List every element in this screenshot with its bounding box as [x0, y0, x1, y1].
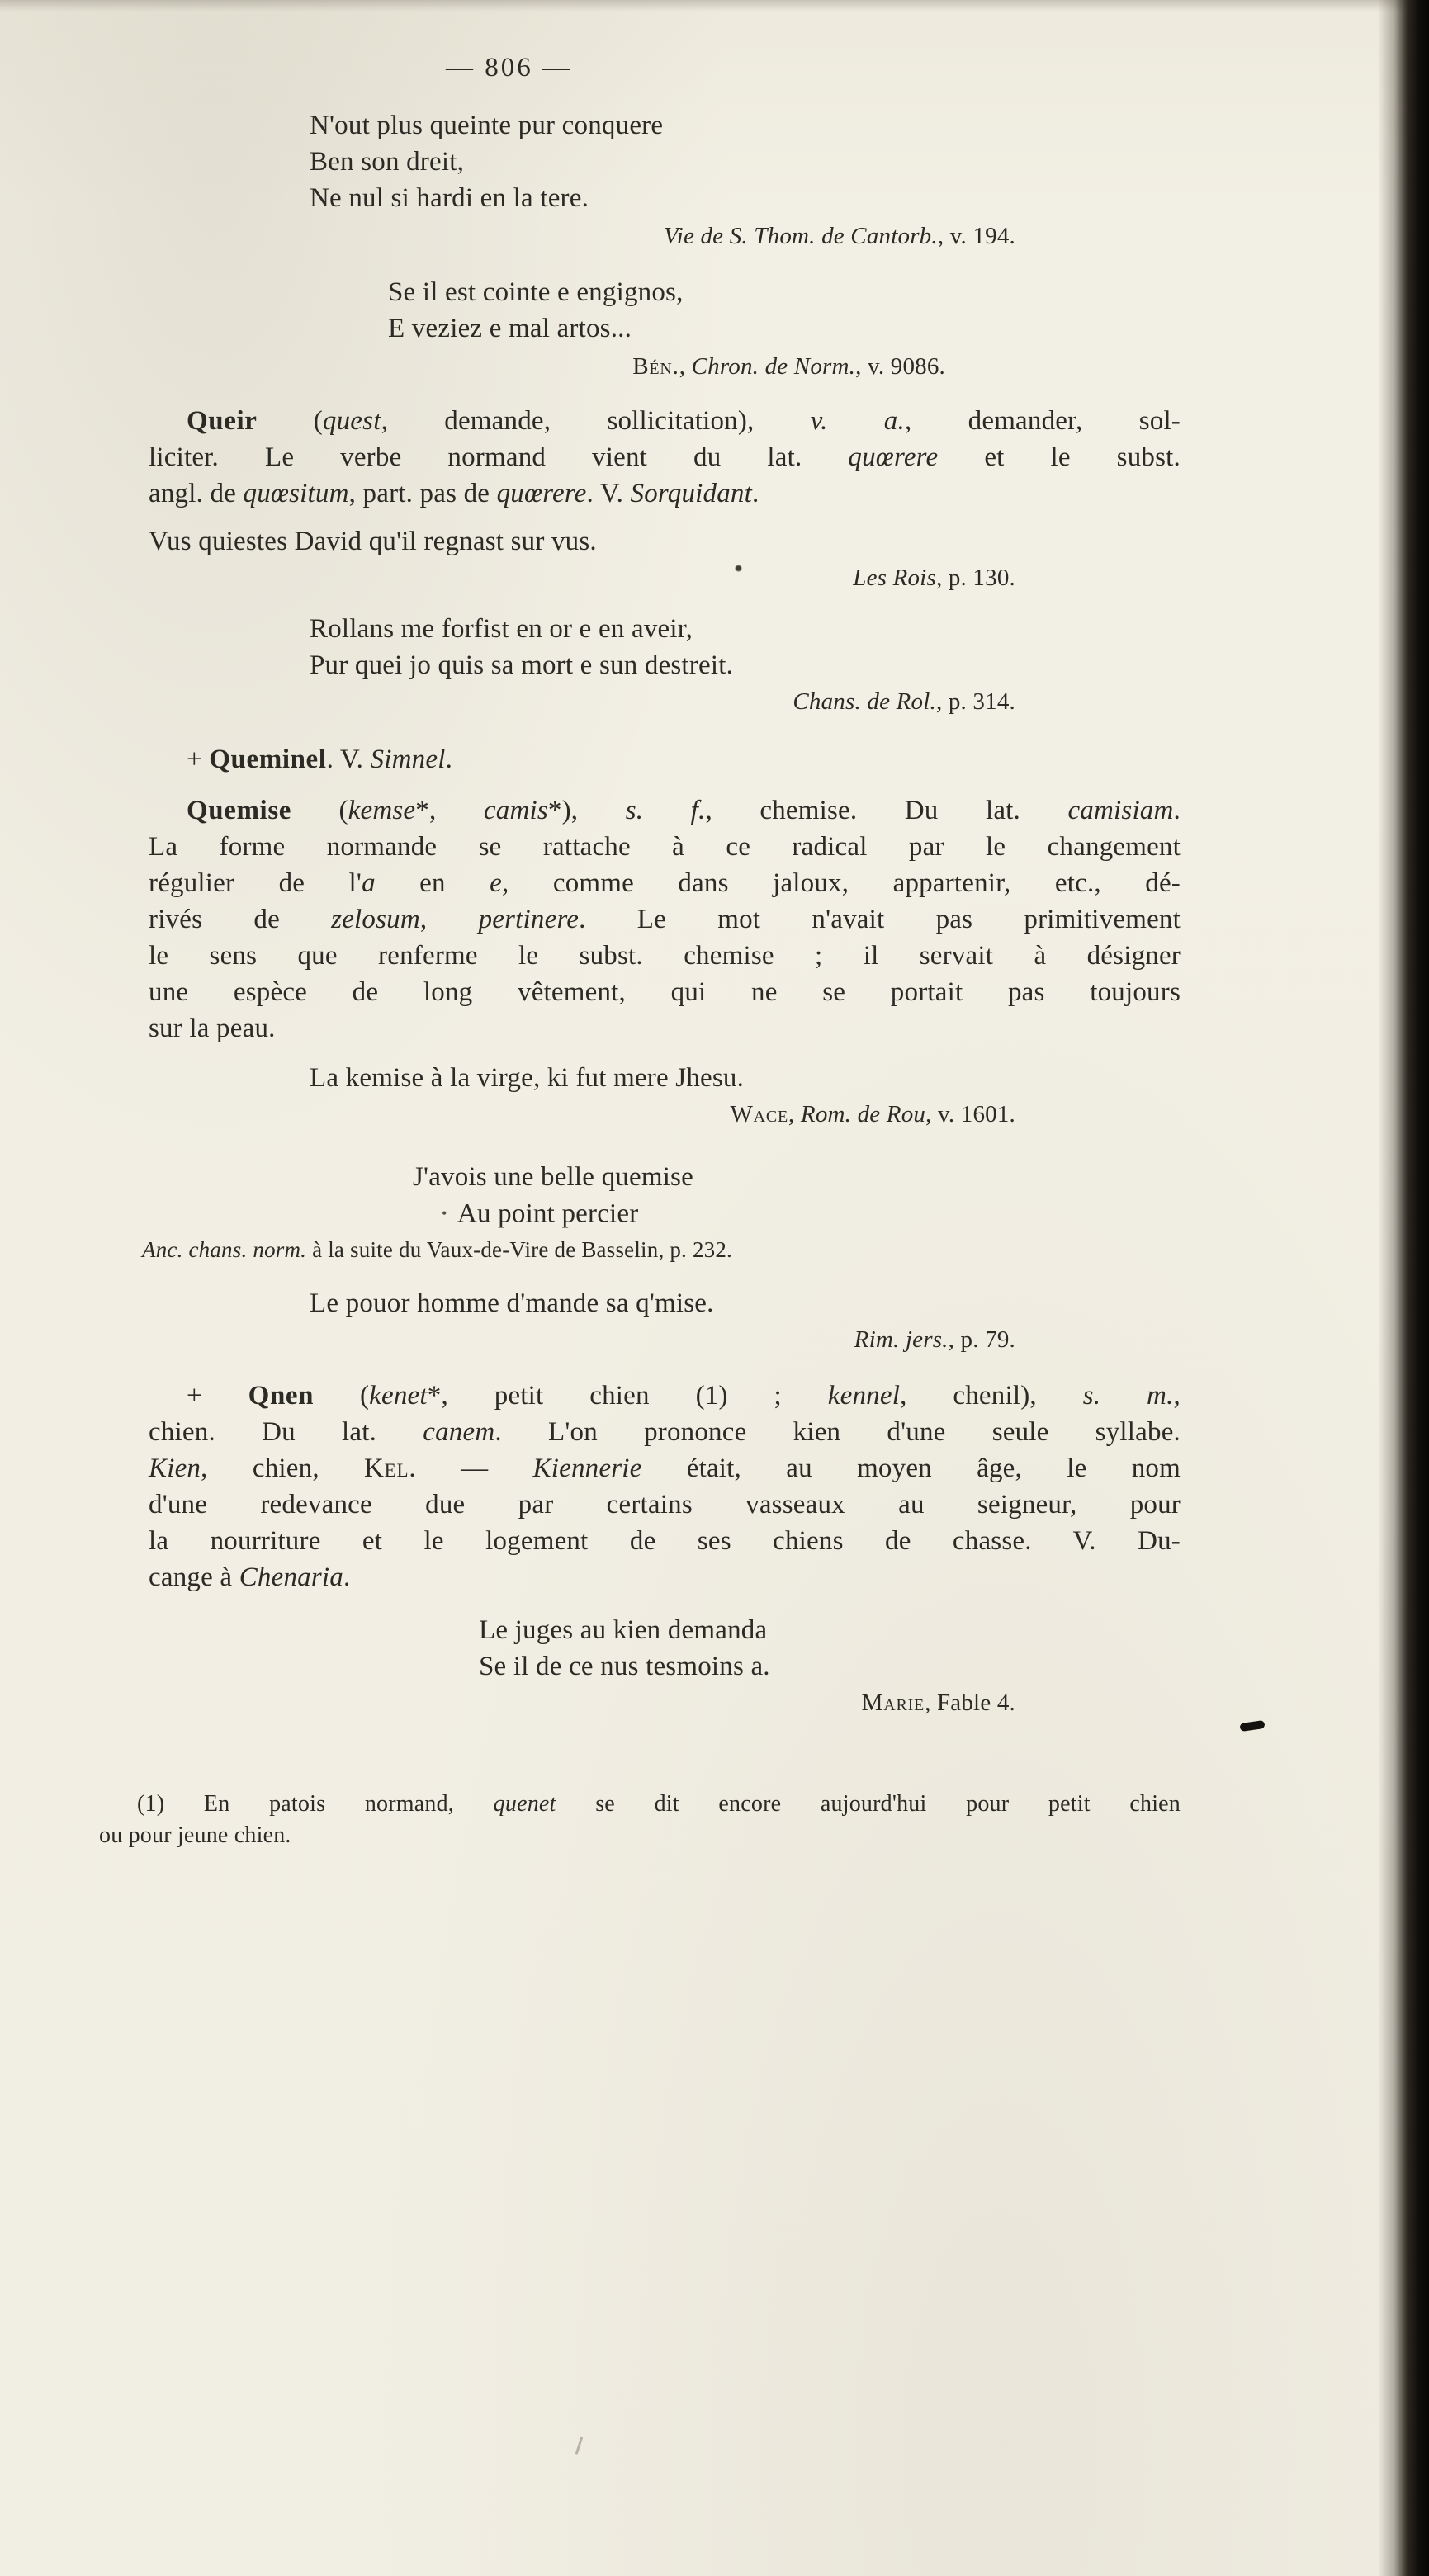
- cross-reference-line: + Queminel. V. Simnel.: [187, 744, 453, 774]
- verse-line: • Au point percier: [442, 1198, 639, 1229]
- print-artifact: [575, 2437, 584, 2455]
- entry-line: sur la peau.: [149, 1014, 276, 1043]
- verse-quote-rou: [149, 1060, 1181, 1096]
- verse-line: La kemise à la virge, ki fut mere Jhesu.: [310, 1063, 745, 1093]
- citation: Wace, Rom. de Rou, v. 1601.: [730, 1101, 1015, 1127]
- footnote-line: (1) En patois normand, quenet se dit encore aujourd'hui pour petit chien: [137, 1790, 1181, 1817]
- entry-line: La forme normande se rattache à ce radical par le changement: [149, 832, 1181, 862]
- verse-quote-benoit: [149, 274, 1181, 347]
- ink-speck: [735, 565, 742, 572]
- page-content: [99, 50, 1181, 1851]
- verse-quote-cantorbery: [149, 107, 1181, 216]
- footnote: [99, 1789, 1181, 1851]
- scan-top-shade: [0, 0, 1429, 12]
- citation: Chans. de Rol., p. 314.: [793, 688, 1015, 715]
- dictionary-entry-queir: [149, 403, 1181, 512]
- entry-line: chien. Du lat. canem. L'on prononce kien d'une seule syllabe.: [149, 1416, 1181, 1447]
- verse-line: Se il de ce nus tesmoins a.: [479, 1651, 770, 1681]
- entry-line: liciter. Le verbe normand vient du lat. quœrere et le subst.: [149, 442, 1181, 472]
- entry-line: régulier de l'a en e, comme dans jaloux, appartenir, etc., dé-: [149, 868, 1181, 898]
- entry-line: une espèce de long vêtement, qui ne se portait pas toujours: [149, 977, 1181, 1007]
- verse-line: E veziez e mal artos...: [388, 314, 632, 343]
- dictionary-entry-quen: [149, 1378, 1181, 1595]
- entry-line: angl. de quœsitum, part. pas de quœrere. V. Sorquidant.: [149, 479, 759, 508]
- verse-quote-jersiais: [149, 1285, 1181, 1321]
- citation: Marie, Fable 4.: [861, 1689, 1015, 1716]
- verse-line: Rollans me forfist en or e en aveir,: [310, 614, 693, 644]
- entry-line: rivés de zelosum, pertinere. Le mot n'avait pas primitivement: [149, 905, 1181, 934]
- verse-line: Le pouor homme d'mande sa q'mise.: [310, 1288, 714, 1318]
- verse-line: Pur quei jo quis sa mort e sun destreit.: [310, 650, 734, 680]
- citation: Rim. jers., p. 79.: [854, 1326, 1015, 1353]
- entry-line: Queir (quest, demande, sollicitation), v. a., demander, sol-: [187, 406, 1181, 436]
- entry-line: le sens que renferme le subst. chemise ; il servait à désigner: [149, 941, 1181, 971]
- verse-line: N'out plus queinte pur conquere: [310, 111, 664, 140]
- dictionary-entry-quemise: [149, 792, 1181, 1047]
- entry-line: Kien, chien, Kel. — Kiennerie était, au moyen âge, le nom: [149, 1453, 1181, 1483]
- citation: Les Rois, p. 130.: [853, 565, 1015, 591]
- verse-line: Se il est cointe e engignos,: [388, 277, 684, 307]
- verse-quote-basselin: [149, 1159, 1181, 1232]
- verse-quote-rois: [149, 523, 1181, 560]
- dictionary-entry-queminel: [149, 741, 1181, 778]
- verse-quote-marie: [149, 1612, 1181, 1685]
- verse-line: Le juges au kien demanda: [479, 1614, 768, 1645]
- citation: Bén., Chron. de Norm., v. 9086.: [632, 353, 945, 380]
- entry-line: + Qnen (kenet*, petit chien (1) ; kennel, chenil), s. m.,: [187, 1380, 1181, 1411]
- book-edge-shadow: [1378, 0, 1429, 2576]
- footnote-line: ou pour jeune chien.: [99, 1822, 291, 1848]
- verse-quote-roland: [149, 611, 1181, 683]
- page-number: — 806 —: [446, 53, 572, 83]
- entry-line: la nourriture et le logement de ses chiens de chasse. V. Du-: [149, 1525, 1181, 1556]
- entry-line: d'une redevance due par certains vasseaux au seigneur, pour: [149, 1489, 1181, 1520]
- citation: Anc. chans. norm. à la suite du Vaux-de-Vire de Basselin, p. 232.: [142, 1236, 732, 1262]
- citation: Vie de S. Thom. de Cantorb., v. 194.: [663, 223, 1015, 249]
- verse-line: Ben son dreit,: [310, 147, 465, 177]
- verse-line: J'avois une belle quemise: [413, 1162, 693, 1192]
- verse-line: Ne nul si hardi en la tere.: [310, 183, 589, 213]
- print-artifact: [1239, 1720, 1265, 1732]
- verse-line: Vus quiestes David qu'il regnast sur vus.: [149, 527, 597, 556]
- entry-line: Quemise (kemse*, camis*), s. f., chemise. Du lat. camisiam.: [187, 796, 1181, 825]
- entry-line: cange à Chenaria.: [149, 1562, 351, 1592]
